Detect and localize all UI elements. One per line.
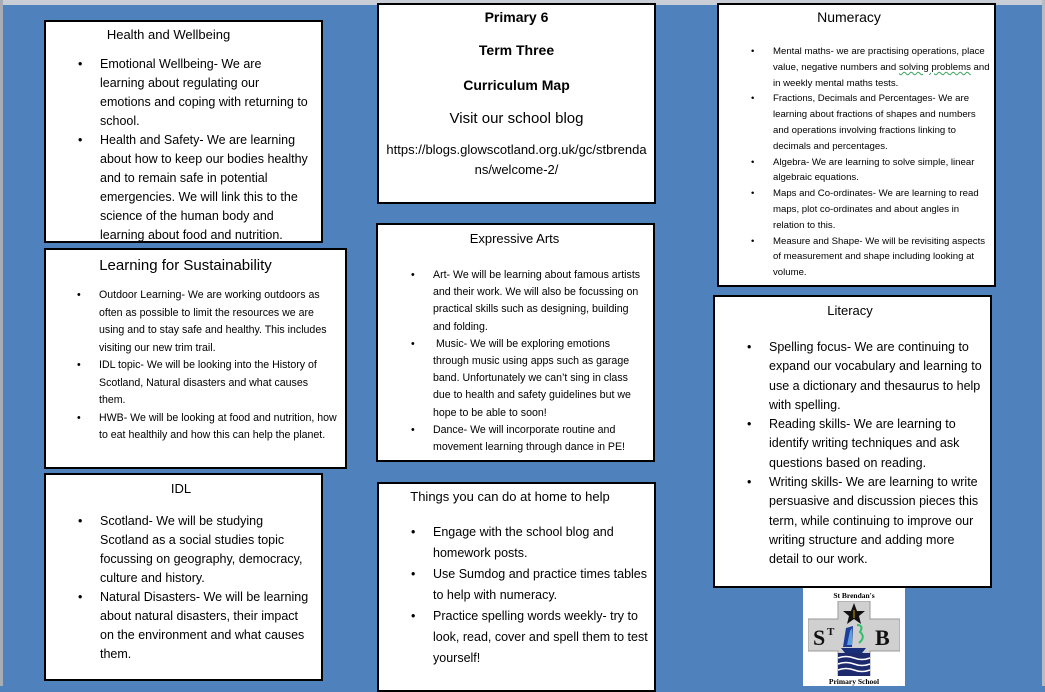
sustainability-list [77, 287, 337, 445]
literacy-title: Literacy [827, 303, 873, 318]
list-item: • Dance- We will incorporate routine and movement learning through dance in PE! [411, 423, 625, 454]
list-item: • Maps and Co-ordinates- We are learning to read maps, plot co-ordinates and about angles in relation to this. [751, 188, 979, 231]
school-crest-icon [808, 601, 900, 676]
home-help-list [411, 522, 648, 669]
bullet-icon: • [77, 289, 81, 301]
bullet-icon: • [77, 411, 81, 424]
list-item: • Art- We will be learning about famous artists and their work. We will also be focussing on practical skills such as designing, building and folding. [411, 269, 641, 333]
bullet-icon: • [411, 269, 415, 281]
bullet-icon: • [411, 567, 416, 581]
school-logo [803, 588, 905, 686]
bullet-icon: • [78, 57, 83, 71]
list-item: • Engage with the school blog and homework posts. [433, 522, 648, 564]
bullet-icon: • [751, 235, 755, 247]
list-item: • Health and Safety- We are learning about how to keep our bodies healthy and to remain safe in potential emergencies. We will link this to the science of the human body and learning about food and nutrition. [78, 133, 308, 242]
bullet-icon: • [751, 188, 755, 200]
idl-title: IDL [170, 481, 192, 496]
expressive-arts-title: Expressive Arts [469, 231, 560, 246]
list-item: • Use Sumdog and practice times tables to help with numeracy. [433, 564, 648, 606]
bullet-icon: • [78, 133, 83, 147]
bullet-icon: • [751, 93, 755, 105]
bullet-icon: • [78, 590, 83, 604]
literacy-box [713, 295, 992, 588]
list-item: • Reading skills- We are learning to identify writing techniques and ask questions based on reading. [747, 417, 960, 470]
health-wellbeing-list [78, 55, 309, 245]
sustainability-box [44, 248, 347, 469]
logo-right-letter: B [875, 625, 890, 650]
list-item: • Music- We will be exploring emotions through music using apps such as garage band. Unfortunately we can’t sing in class due to health and safety guidelines but we hope to be able to soon! [411, 337, 634, 419]
bullet-icon: • [747, 340, 752, 354]
list-item: • Writing skills- We are learning to write persuasive and discussion pieces this term, while continuing to improve our writing structure and adding more detail to our work. [747, 475, 979, 567]
bullet-icon: • [751, 156, 755, 168]
list-item: • Fractions, Decimals and Percentages- We are learning about fractions of shapes and numbers and operations involving fractions linking to decimals and percentages. [751, 93, 976, 152]
document-title: Curriculum Map [463, 77, 570, 93]
bullet-icon: • [77, 359, 81, 371]
bullet-icon: • [751, 46, 755, 57]
sustainability-title: Learning for Sustainability [99, 257, 272, 274]
list-item: • Natural Disasters- We will be learning about natural disasters, their impact on the environment and what causes them. [78, 590, 309, 661]
idl-box [44, 473, 323, 681]
list-item: • Measure and Shape- We will be revisiting aspects of measurement and shape including looking at volume. [751, 235, 986, 279]
bullet-icon: • [78, 514, 83, 528]
list-item: • IDL topic- We will be looking into the History of Scotland, Natural disasters and what causes them. [77, 359, 317, 406]
bullet-icon: • [411, 525, 416, 539]
title-box [377, 3, 656, 204]
numeracy-list [751, 44, 990, 281]
bullet-icon: • [411, 609, 416, 623]
list-item: • Algebra- We are learning to solve simple, linear algebraic equations. [751, 156, 975, 184]
logo-left-letters: S [813, 625, 826, 650]
literacy-list [747, 338, 984, 570]
list-item: • HWB- We will be looking at food and nutrition, how to eat healthily and how this can help the planet. [77, 411, 337, 441]
bullet-icon: • [747, 417, 752, 432]
list-item: • Practice spelling words weekly- try to look, read, cover and spell them to test yourself! [433, 606, 648, 669]
blog-link[interactable]: https://blogs.glowscotland.org.uk/gc/stbrendans/welcome-2/ [386, 142, 647, 177]
expressive-arts-box [376, 223, 655, 462]
spellcheck-flagged-text: solving problems [898, 61, 971, 73]
health-wellbeing-title: Health and Wellbeing [106, 27, 231, 42]
bullet-icon: • [411, 423, 415, 436]
list-item: • Scotland- We will be studying Scotland as a social studies topic focussing on geography, democracy, culture and history. [78, 514, 303, 585]
health-wellbeing-box [44, 20, 323, 243]
class-title: Primary 6 [484, 9, 549, 25]
numeracy-title: Numeracy [817, 9, 881, 25]
bullet-icon: • [411, 337, 415, 350]
list-item: • Outdoor Learning- We are working outdoors as often as possible to limit the resources we are using and to stay safe and healthy. This includes visiting our new trim trail. [77, 289, 327, 354]
expressive-arts-list [411, 267, 647, 456]
logo-school-name: St Brendan's [833, 591, 875, 600]
home-help-box [377, 482, 656, 692]
numeracy-box [717, 3, 996, 287]
idl-list [78, 512, 311, 664]
window-left-edge [0, 0, 3, 686]
list-item: • Spelling focus- We are continuing to expand our vocabulary and learning to use a dictionary and thesaurus to help with spelling. [747, 340, 982, 412]
logo-school-label: Primary School [828, 677, 880, 686]
bullet-icon: • [747, 475, 752, 490]
blog-prompt: Visit our school blog [449, 110, 584, 127]
list-item: • Mental maths- we are practising operations, place value, negative numbers and solving problems and in weekly mental maths tests. [751, 46, 990, 89]
svg-text:T: T [827, 626, 835, 638]
home-help-title: Things you can do at home to help [410, 489, 610, 504]
list-item: • Emotional Wellbeing- We are learning about regulating our emotions and coping with returning to school. [78, 57, 308, 128]
term-title: Term Three [478, 42, 555, 58]
